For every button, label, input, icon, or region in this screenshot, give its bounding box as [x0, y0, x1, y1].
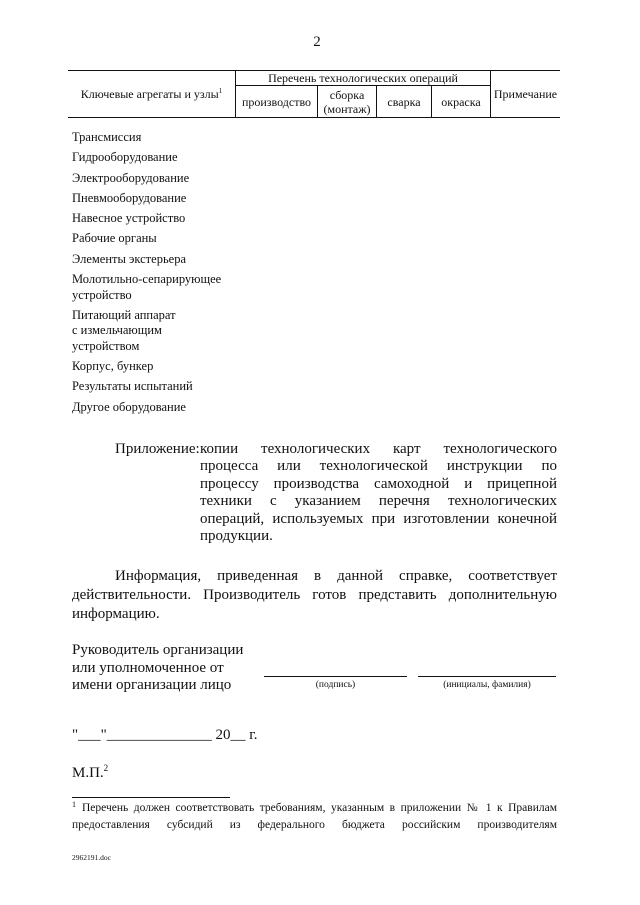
attachment-label: Приложение: — [115, 441, 200, 457]
list-item-line: устройством — [72, 338, 140, 353]
attachment-text — [200, 441, 557, 545]
attachment-text-line: копии технологических карт технологического — [200, 441, 557, 457]
column-header-notes: Примечание — [490, 71, 560, 117]
list-item — [72, 171, 221, 187]
units-list — [72, 130, 221, 420]
footnote-line: Перечень должен соответствовать требованиям, указанным в приложении № 1 к Правилам — [82, 802, 557, 814]
footnote-marker: 1 — [72, 800, 76, 809]
list-item — [72, 400, 221, 416]
signatory-title-line: или уполномоченное от — [72, 659, 224, 676]
column-header-key-units-inner — [81, 87, 223, 101]
footnote — [72, 800, 557, 834]
name-line — [418, 676, 556, 677]
footnote-line: предоставления субсидий из федерального бюджета российским производителям — [72, 819, 557, 831]
seal-placeholder — [72, 764, 108, 782]
file-name: 2962191.doc — [72, 853, 111, 862]
list-item-line: Молотильно-сепарирующее — [72, 272, 222, 287]
statement-line: Информация, приведенная в данной справке, соответствует — [115, 568, 557, 584]
signatory-title-line: Руководитель организации — [72, 642, 244, 658]
list-item — [72, 272, 221, 303]
list-item-line: Питающий аппарат — [72, 307, 176, 322]
signature-line — [264, 676, 407, 677]
page-number: 2 — [313, 34, 321, 50]
list-item — [72, 379, 221, 395]
list-item-line: Трансмиссия — [72, 130, 142, 144]
attachment-text-line: процессу производства самоходной и прицепной — [200, 475, 557, 492]
attachment-text-line: техники с указанием перечня технологических — [200, 493, 557, 510]
list-item — [72, 252, 221, 268]
list-item — [72, 130, 221, 146]
attachment-text-line: продукции. — [200, 528, 273, 545]
date-line: "___"______________ 20__ г. — [72, 727, 258, 743]
column-header-key-units-label: Ключевые агрегаты и узлы — [80, 87, 219, 101]
footnote-marker: 2 — [103, 763, 109, 773]
footnote-first-line — [72, 800, 557, 817]
signatory-title — [72, 642, 243, 695]
column-header-production: производство — [236, 86, 318, 117]
statement-paragraph — [72, 567, 557, 624]
list-item-line: Гидрооборудование — [72, 150, 178, 165]
list-item-line: Корпус, бункер — [72, 359, 154, 374]
list-item-line: Рабочие органы — [72, 231, 157, 246]
footnote-rule — [72, 797, 230, 798]
signatory-title-line: имени организации лицо — [72, 677, 232, 693]
list-item — [72, 191, 221, 207]
seal-label: М.П. — [72, 765, 104, 781]
list-item — [72, 211, 221, 227]
footnote-marker: 1 — [218, 87, 223, 95]
list-item-line: Навесное устройство — [72, 211, 186, 226]
attachment-text-line: процесса или технологической инструкции по — [200, 458, 557, 475]
list-item — [72, 359, 221, 375]
list-item-line: с измельчающим — [72, 323, 162, 338]
list-item-line: Другое оборудование — [72, 399, 186, 414]
operations-table — [68, 70, 560, 118]
statement-line: действительности. Производитель готов представить дополнительную — [72, 587, 557, 603]
list-item-line: устройство — [72, 287, 132, 302]
list-item — [72, 150, 221, 166]
statement-line: информацию. — [72, 606, 160, 622]
column-header-painting: окраска — [441, 94, 481, 109]
attachment-text-line: операций, используемых при изготовлении конечной — [200, 510, 557, 527]
column-header-assembly: сборка (монтаж) — [318, 86, 377, 117]
list-item — [72, 231, 221, 247]
list-item-line: Электрооборудование — [72, 170, 190, 185]
list-item-line: Элементы экстерьера — [72, 251, 186, 266]
list-item — [72, 308, 221, 355]
name-caption: (инициалы, фамилия) — [443, 680, 531, 690]
signature-caption: (подпись) — [315, 680, 356, 690]
list-item-line: Результаты испытаний — [72, 379, 193, 394]
column-header-key-units — [68, 71, 236, 117]
column-header-operations: Перечень технологических операций — [236, 71, 490, 86]
list-item-line: Пневмооборудование — [72, 190, 187, 205]
column-header-welding: сварка — [377, 86, 432, 117]
